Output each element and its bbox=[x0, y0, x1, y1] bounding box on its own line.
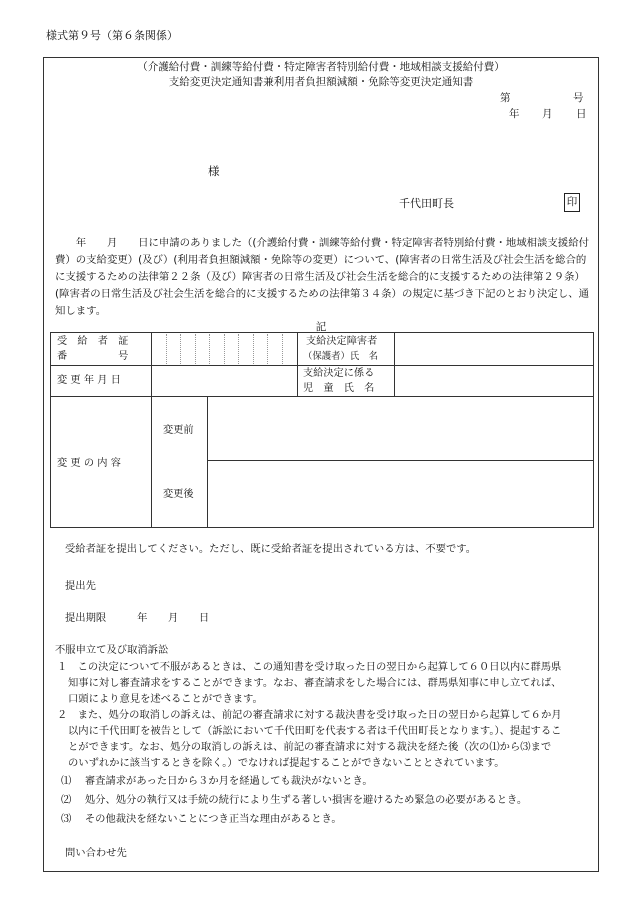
child-label-2: 児 童 氏 名 bbox=[303, 383, 375, 394]
decision-table bbox=[50, 332, 594, 528]
content-label: 変 更 の 内 容 bbox=[57, 458, 121, 469]
appeal-item: ⑵ 処分、処分の執行又は手続の続行により生ずる著しい損害を避けるため緊急の必要があるとき。 bbox=[61, 794, 528, 806]
addressee-suffix: 様 bbox=[208, 164, 220, 178]
before-label: 変更前 bbox=[163, 425, 194, 436]
cert-number-label-1: 受 給 者 証 bbox=[57, 336, 129, 347]
appeal-1-line: 知事に対し審査請求をすることができます。なお、審査請求をした場合には、群馬県知事に申し立てれば、 bbox=[68, 677, 562, 689]
date-day: 日 bbox=[576, 108, 587, 120]
col-divider bbox=[297, 333, 298, 396]
appeal-2-line: ２ また、処分の取消しの訴えは、前記の審査請求に対する裁決書を受け取った日の翌日から起算して６か月 bbox=[57, 709, 562, 721]
number-suffix: 号 bbox=[573, 92, 584, 104]
number-label: 第 bbox=[500, 92, 511, 104]
digit-divider bbox=[282, 334, 283, 364]
title-line-1: （介護給付費・訓練等給付費・特定障害者特別給付費・地域相談支援給付費） bbox=[137, 61, 505, 73]
appeal-2-line: のいずれかに該当するときを除く。）でなければ提起することができないこととされています。 bbox=[68, 757, 505, 769]
appeal-2-line: とができます。なお、処分の取消しの訴えは、前記の審査請求に対する裁決を経た後（次の⑴から⑶まで bbox=[68, 741, 552, 753]
digit-divider bbox=[195, 334, 196, 364]
digit-divider bbox=[238, 334, 239, 364]
digit-divider bbox=[224, 334, 225, 364]
digit-divider bbox=[166, 334, 167, 364]
col-divider bbox=[207, 396, 208, 527]
col-divider bbox=[394, 333, 395, 396]
person-label-1: 支給決定障害者 bbox=[306, 336, 378, 347]
person-label-2: （保護者）氏 名 bbox=[303, 351, 379, 362]
title-line-2: 支給変更決定通知書兼利用者負担額減額・免除等変更決定通知書 bbox=[168, 76, 474, 88]
notice-body: 年 月 日に申請のありました（(介護給付費・訓練等給付費・特定障害者特別給付費・地域相談支援給付費）の支給変更）(及び）(利用者負担額減額・免除等の変更）について、(障害者の日常生活及び社会生活を総合的に支援するための法律第２２条（及び）障害者の日常生活及び社会生活を総合的に支援するための法律第２９条）(障害者の日常生活及び社会生活を総合的に支援するための法律第３４条）の規定に基づき下記のとおり決定し、通知します。 bbox=[55, 237, 589, 317]
submit-notice: 受給者証を提出してください。ただし、既に受給者証を提出されている方は、不要です。 bbox=[65, 543, 477, 555]
date-month: 月 bbox=[542, 108, 553, 120]
cert-number-label-2: 番 号 bbox=[57, 351, 129, 362]
appeal-2-line: 以内に千代田町を被告として（訴訟において千代田町を代表する者は千代田町長となります。）、提起するこ bbox=[68, 725, 562, 737]
contact-label: 問い合わせ先 bbox=[65, 847, 127, 859]
after-label: 変更後 bbox=[163, 489, 194, 500]
digit-divider bbox=[180, 334, 181, 364]
row-divider bbox=[51, 396, 593, 397]
appeal-1-line: １ この決定について不服があるときは、この通知書を受け取った日の翌日から起算して６０日以内に群馬県 bbox=[57, 661, 562, 673]
submit-to: 提出先 bbox=[65, 580, 96, 592]
digit-divider bbox=[209, 334, 210, 364]
date-year: 年 bbox=[509, 108, 520, 120]
child-label-1: 支給決定に係る bbox=[303, 368, 375, 379]
row-divider bbox=[207, 460, 593, 461]
issuer-name: 千代田町長 bbox=[399, 197, 454, 210]
form-number: 様式第９号（第６条関係） bbox=[46, 29, 178, 42]
appeal-item: ⑶ その他裁決を経ないことにつき正当な理由があるとき。 bbox=[61, 813, 342, 825]
change-date-label: 変 更 年 月 日 bbox=[57, 375, 121, 386]
col-divider bbox=[151, 333, 152, 527]
appeal-item: ⑴ 審査請求があった日から３か月を経過しても裁決がないとき。 bbox=[61, 775, 373, 787]
appeal-heading: 不服申立て及び取消訴訟 bbox=[55, 644, 169, 656]
seal-stamp: 印 bbox=[564, 193, 580, 212]
ki-heading: 記 bbox=[315, 321, 327, 333]
submit-deadline: 提出期限 年 月 日 bbox=[65, 612, 210, 624]
appeal-1-line: 口頭により意見を述べることができます。 bbox=[68, 693, 263, 705]
digit-divider bbox=[253, 334, 254, 364]
digit-divider bbox=[267, 334, 268, 364]
